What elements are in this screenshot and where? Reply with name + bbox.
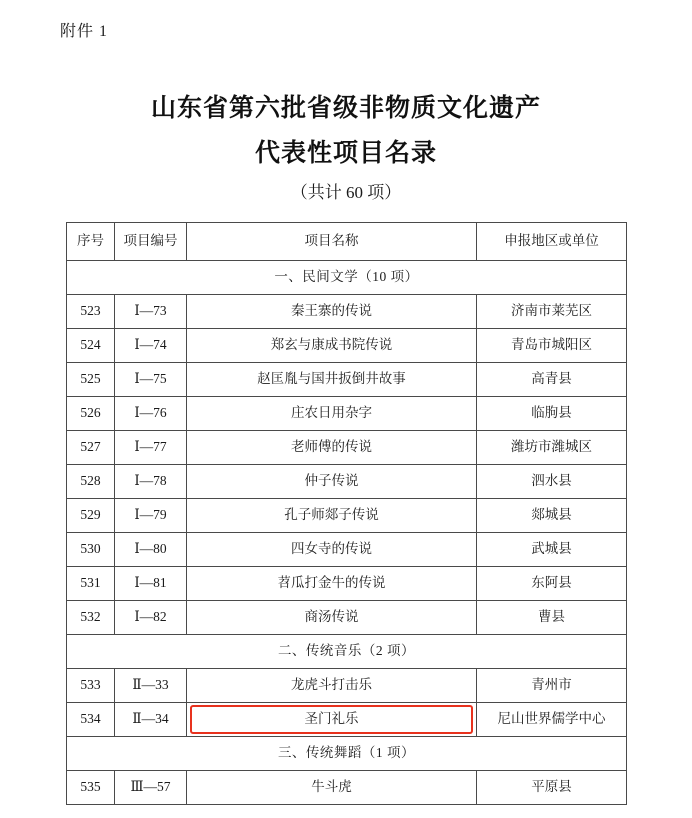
cell-name: 仲子传说 [187, 465, 477, 499]
table-row [67, 397, 627, 431]
cell-seq: 524 [67, 329, 115, 363]
cell-org: 泗水县 [477, 465, 627, 499]
column-header-name: 项目名称 [187, 223, 477, 261]
column-header-seq: 序号 [67, 223, 115, 261]
cell-name: 老师傅的传说 [187, 431, 477, 465]
cell-seq: 525 [67, 363, 115, 397]
cell-seq: 523 [67, 295, 115, 329]
cell-name: 龙虎斗打击乐 [187, 669, 477, 703]
table-row [67, 465, 627, 499]
cell-org: 高青县 [477, 363, 627, 397]
cell-code: Ⅰ—82 [115, 601, 187, 635]
table-row [67, 601, 627, 635]
cell-org: 青岛市城阳区 [477, 329, 627, 363]
section-heading-row [67, 635, 627, 669]
table-header-row [67, 223, 627, 261]
document-title-line2: 代表性项目名录 [254, 140, 437, 167]
cell-name: 四女寺的传说 [187, 533, 477, 567]
cell-org: 东阿县 [477, 567, 627, 601]
table-row [67, 669, 627, 703]
cell-seq: 530 [67, 533, 115, 567]
cell-org: 郯城县 [477, 499, 627, 533]
table-row [67, 363, 627, 397]
cell-code: Ⅰ—77 [115, 431, 187, 465]
cell-seq: 532 [67, 601, 115, 635]
table-row [67, 431, 627, 465]
table-row [67, 567, 627, 601]
section-heading-row [67, 737, 627, 771]
table-header [67, 223, 627, 261]
cell-code: Ⅱ—34 [115, 703, 187, 737]
document-title-line1: 山东省第六批省级非物质文化遗产 [150, 95, 541, 122]
cell-seq: 527 [67, 431, 115, 465]
cell-name: 庄农日用杂字 [187, 397, 477, 431]
cell-code: Ⅰ—80 [115, 533, 187, 567]
cell-seq: 528 [67, 465, 115, 499]
cell-name: 商汤传说 [187, 601, 477, 635]
cell-name: 秦王寨的传说 [187, 295, 477, 329]
cell-org: 济南市莱芜区 [477, 295, 627, 329]
cell-code: Ⅰ—74 [115, 329, 187, 363]
cell-seq: 533 [67, 669, 115, 703]
cell-seq: 529 [67, 499, 115, 533]
cell-name: 郑玄与康成书院传说 [187, 329, 477, 363]
cell-code: Ⅰ—76 [115, 397, 187, 431]
cell-org: 武城县 [477, 533, 627, 567]
cell-org: 青州市 [477, 669, 627, 703]
table-row-highlighted [67, 703, 627, 737]
cell-seq: 534 [67, 703, 115, 737]
cell-org: 临朐县 [477, 397, 627, 431]
column-header-org: 申报地区或单位 [477, 223, 627, 261]
table-row [67, 499, 627, 533]
section-heading-label: 二、传统音乐（2 项） [67, 635, 627, 669]
cell-name: 赵匡胤与国井扳倒井故事 [187, 363, 477, 397]
cell-name: 苕瓜打金牛的传说 [187, 567, 477, 601]
column-header-code: 项目编号 [115, 223, 187, 261]
cell-seq: 535 [67, 771, 115, 805]
cell-code: Ⅲ—57 [115, 771, 187, 805]
cell-org: 尼山世界儒学中心 [477, 703, 627, 737]
cell-code: Ⅰ—73 [115, 295, 187, 329]
section-heading-row [67, 261, 627, 295]
cell-code: Ⅰ—78 [115, 465, 187, 499]
table-row [67, 329, 627, 363]
cell-org: 潍坊市潍城区 [477, 431, 627, 465]
project-listing-table [66, 222, 627, 805]
cell-seq: 531 [67, 567, 115, 601]
document-subtitle: （共计 60 项） [290, 183, 402, 202]
cell-code: Ⅰ—79 [115, 499, 187, 533]
cell-seq: 526 [67, 397, 115, 431]
cell-code: Ⅰ—75 [115, 363, 187, 397]
cell-name: 牛斗虎 [187, 771, 477, 805]
cell-code: Ⅱ—33 [115, 669, 187, 703]
cell-code: Ⅰ—81 [115, 567, 187, 601]
cell-org: 曹县 [477, 601, 627, 635]
cell-name-text: 圣门礼乐 [304, 711, 359, 727]
section-heading-label: 一、民间文学（10 项） [67, 261, 627, 295]
table-body [67, 261, 627, 805]
table-row [67, 771, 627, 805]
cell-org: 平原县 [477, 771, 627, 805]
table-row [67, 295, 627, 329]
table-row [67, 533, 627, 567]
cell-name-highlighted [187, 703, 477, 737]
attachment-label: 附件 1 [60, 23, 109, 40]
cell-name: 孔子师郯子传说 [187, 499, 477, 533]
section-heading-label: 三、传统舞蹈（1 项） [67, 737, 627, 771]
